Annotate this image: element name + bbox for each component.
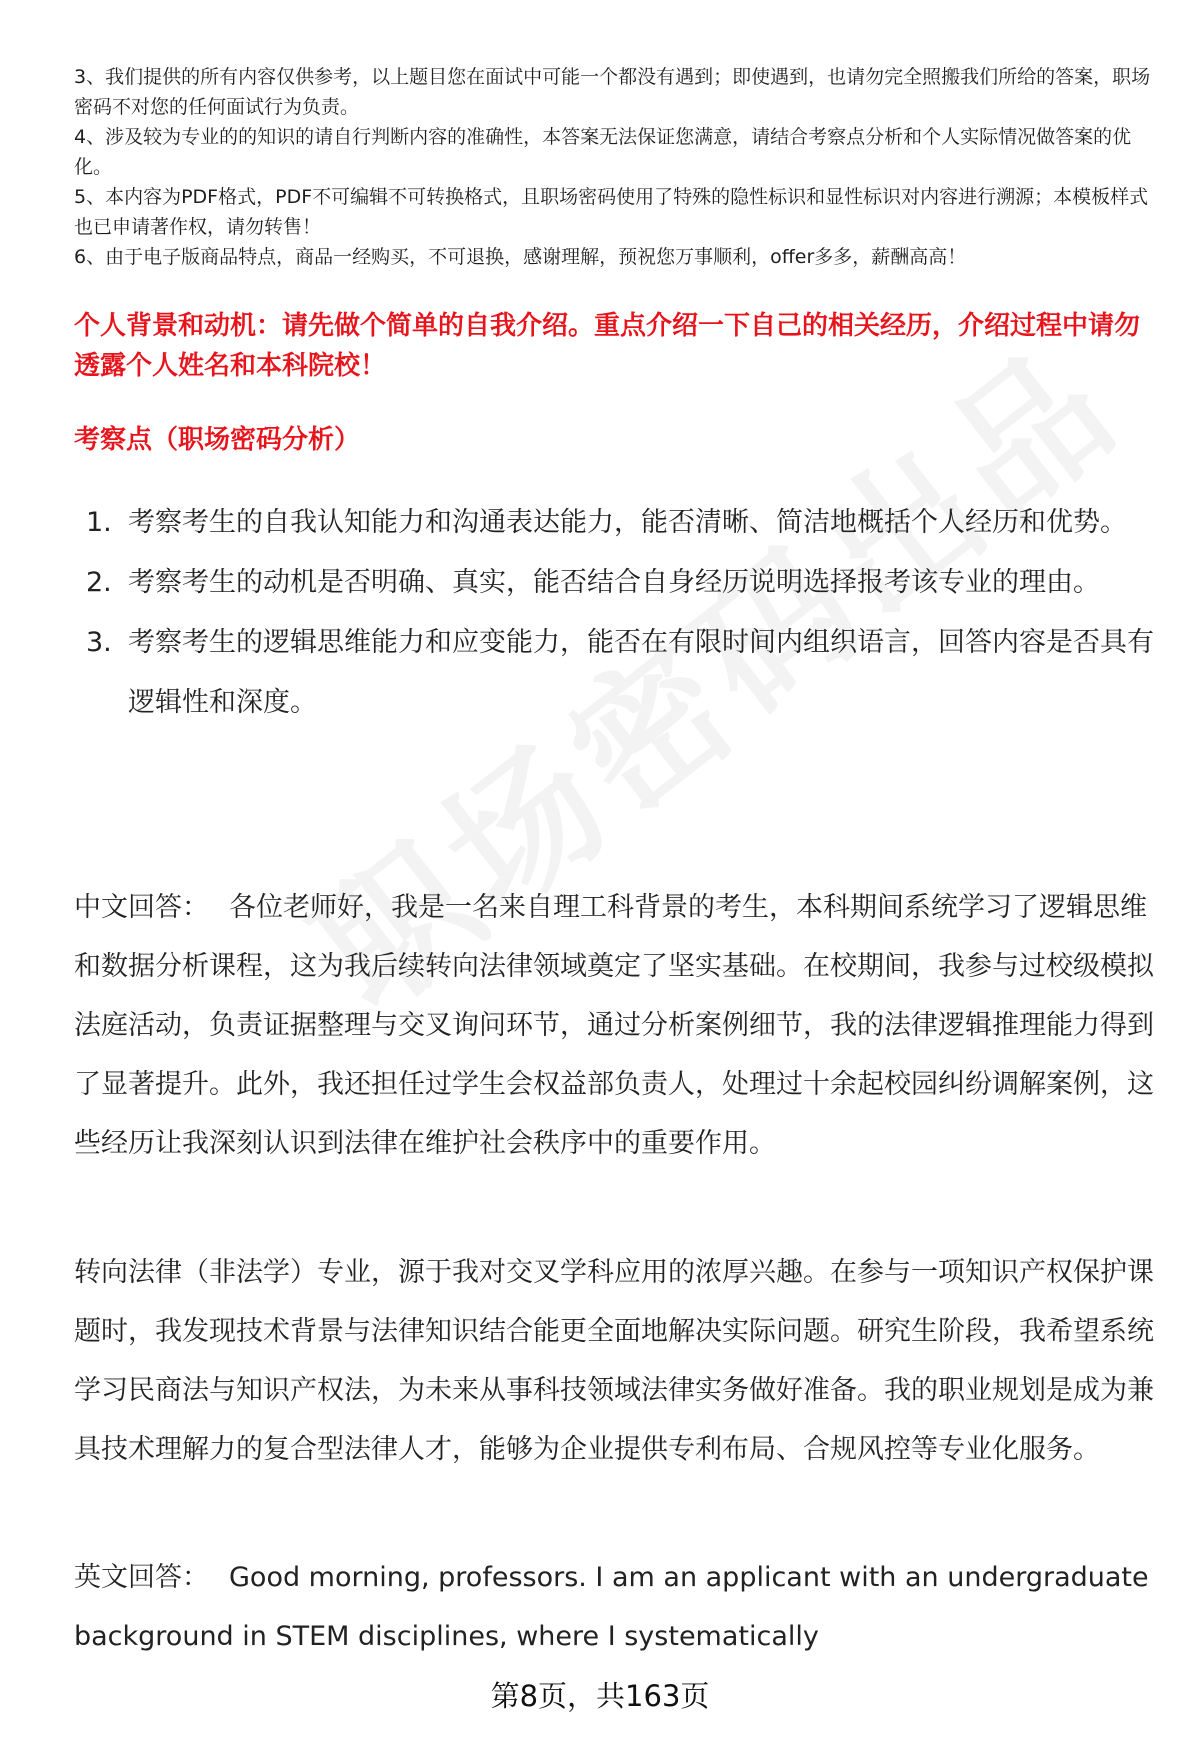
list-item [74,553,1154,613]
note-item: 3、我们提供的所有内容仅供参考，以上题目您在面试中可能一个都没有遇到；即使遇到，也请勿完全照搬我们所给的答案，职场密码不对您的任何面试行为负责。 [74,66,1151,118]
section-title: 考察点（职场密码分析） [74,425,361,455]
page-footer: 第8页，共163页 [490,1679,710,1713]
chinese-answer-text: 各位老师好，我是一名来自理工科背景的考生，本科期间系统学习了逻辑思维和数据分析课程，这为我后续转向法律领域奠定了坚实基础。在校期间，我参与过校级模拟法庭活动，负责证据整理与交叉询问环节，通过分析案例细节，我的法律逻辑推理能力得到了显著提升。此外，我还担任过学生会权益部负责人，处理过十余起校园纠纷调解案例，这些经历让我深刻认识到法律在维护社会秩序中的重要作用。 [74,892,1154,1159]
list-item [74,493,1154,553]
disclaimer-notes [74,62,1164,272]
list-item-text: 考察考生的自我认知能力和沟通表达能力，能否清晰、简洁地概括个人经历和优势。 [128,507,1127,538]
english-answer-paragraph [74,1548,1164,1666]
english-answer-label: 英文回答： [74,1562,209,1593]
assessment-points-list [74,493,1154,733]
list-item-text: 考察考生的动机是否明确、真实，能否结合自身经历说明选择报考该专业的理由。 [128,567,1100,598]
list-item-text: 考察考生的逻辑思维能力和应变能力，能否在有限时间内组织语言，回答内容是否具有逻辑性和深度。 [128,627,1154,718]
list-item [74,613,1154,733]
chinese-answer-paragraph-2: 转向法律（非法学）专业，源于我对交叉学科应用的浓厚兴趣。在参与一项知识产权保护课题时，我发现技术背景与法律知识结合能更全面地解决实际问题。研究生阶段，我希望系统学习民商法与知识产权法，为未来从事科技领域法律实务做好准备。我的职业规划是成为兼具技术理解力的复合型法律人才，能够为企业提供专利布局、合规风控等专业化服务。 [74,1257,1154,1465]
note-item: 5、本内容为PDF格式，PDF不可编辑不可转换格式，且职场密码使用了特殊的隐性标识和显性标识对内容进行溯源；本模板样式也已申请著作权，请勿转售！ [74,186,1149,238]
chinese-answer-paragraph [74,878,1164,1173]
english-answer-text: Good morning, professors. I am an applicant with an undergraduate background in STEM disciplines, where I systematically [74,1562,1149,1652]
list-number: 1. [86,507,112,538]
list-number: 2. [86,567,112,598]
note-item: 4、涉及较为专业的的知识的请自行判断内容的准确性，本答案无法保证您满意，请结合考察点分析和个人实际情况做答案的优化。 [74,126,1132,178]
chinese-answer-label: 中文回答： [74,892,209,923]
note-item: 6、由于电子版商品特点，商品一经购买，不可退换，感谢理解，预祝您万事顺利，offer多多，薪酬高高！ [74,246,967,268]
question-heading: 个人背景和动机：请先做个简单的自我介绍。重点介绍一下自己的相关经历，介绍过程中请勿透露个人姓名和本科院校！ [74,311,1141,381]
list-number: 3. [86,627,112,658]
